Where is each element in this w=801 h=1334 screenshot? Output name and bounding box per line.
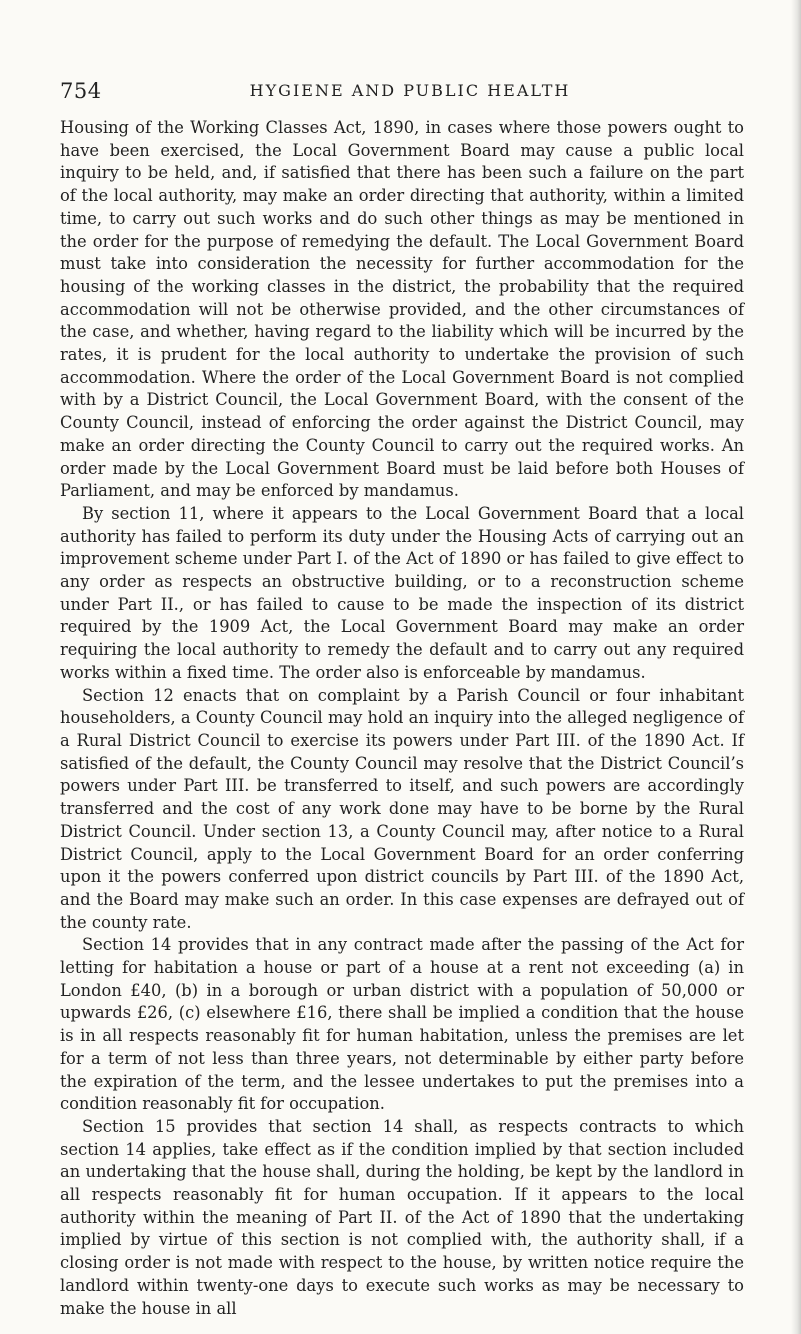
page-edge-shadow <box>791 0 801 1334</box>
page-number: 754 <box>60 79 102 103</box>
page-header <box>60 76 744 106</box>
paragraph-section-11: By section 11, where it appears to the Local Government Board that a local authority has failed to perform its duty under the Housing Acts of carrying out an improvement scheme under Part I. of the Act of 1890 or has failed to give effect to any order as respects an obstructive building, or to a reconstruction scheme under Part II., or has failed to cause to be made the inspection of its district required by the 1909 Act, the Local Government Board may make an order requiring the local authority to remedy the default and to carry out any required works within a fixed time. The order also is enforceable by mandamus. <box>60 503 744 682</box>
paragraph-section-14: Section 14 provides that in any contract made after the passing of the Act for letting for habitation a house or part of a house at a rent not exceeding (a) in London £40, (b) in a borough or urban district with a population of 50,000 or upwards £26, (c) elsewhere £16, there shall be implied a condition that the house is in all respects reasonably fit for human habitation, unless the premises are let for a term of not less than three years, not determinable by either party before the expiration of the term, and the lessee undertakes to put the premises into a condition reasonably fit for occupation. <box>60 935 744 1114</box>
paragraph-section-12: Section 12 enacts that on complaint by a Parish Council or four inhabitant householders, a County Council may hold an inquiry into the alleged negligence of a Rural District Council to exercise its powers under Part III. of the 1890 Act. If satisfied of the default, the County Council may resolve that the District Council’s powers under Part III. be transferred to itself, and such powers are accordingly transferred and the cost of any work done may have to be borne by the Rural District Council. Under section 13, a County Council may, after notice to a Rural District Council, apply to the Local Government Board for an order conferring upon it the powers conferred upon district councils by Part III. of the 1890 Act, and the Board may make such an order. In this case expenses are defrayed out of the county rate. <box>60 685 744 932</box>
paragraph-continued: Housing of the Working Classes Act, 1890, in cases where those powers ought to have been exercised, the Local Government Board may cause a public local inquiry to be held, and, if satisfied that there has been such a failure on the part of the local authority, may make an order directing that authority, within a limited time, to carry out such works and do such other things as may be mentioned in the order for the purpose of remedying the default. The Local Government Board must take into consideration the necessity for further accommodation for the housing of the working classes in the district, the probability that the required accommodation will not be otherwise provided, and the other circumstances of the case, and whether, having regard to the liability which will be incurred by the rates, it is prudent for the local authority to undertake the provision of such accommodation. Where the order of the Local Government Board is not complied with by a District Council, the Local Government Board, with the consent of the County Council, instead of enforcing the order against the District Council, may make an order directing the County Council to carry out the required works. An order made by the Local Government Board must be laid before both Houses of Parliament, and may be enforced by mandamus. <box>60 118 744 501</box>
body-text <box>60 117 744 1320</box>
running-head: HYGIENE AND PUBLIC HEALTH <box>249 81 571 100</box>
paragraph-section-15: Section 15 provides that section 14 shall, as respects contracts to which section 14 applies, take effect as if the condition implied by that section included an undertaking that the house shall, during the holding, be kept by the landlord in all respects reasonably fit for human occupation. If it appears to the local authority within the meaning of Part II. of the Act of 1890 that the undertaking implied by virtue of this section is not complied with, the authority shall, if a closing order is not made with respect to the house, by written notice require the landlord within twenty-one days to execute such works as may be necessary to make the house in all <box>60 1116 744 1318</box>
